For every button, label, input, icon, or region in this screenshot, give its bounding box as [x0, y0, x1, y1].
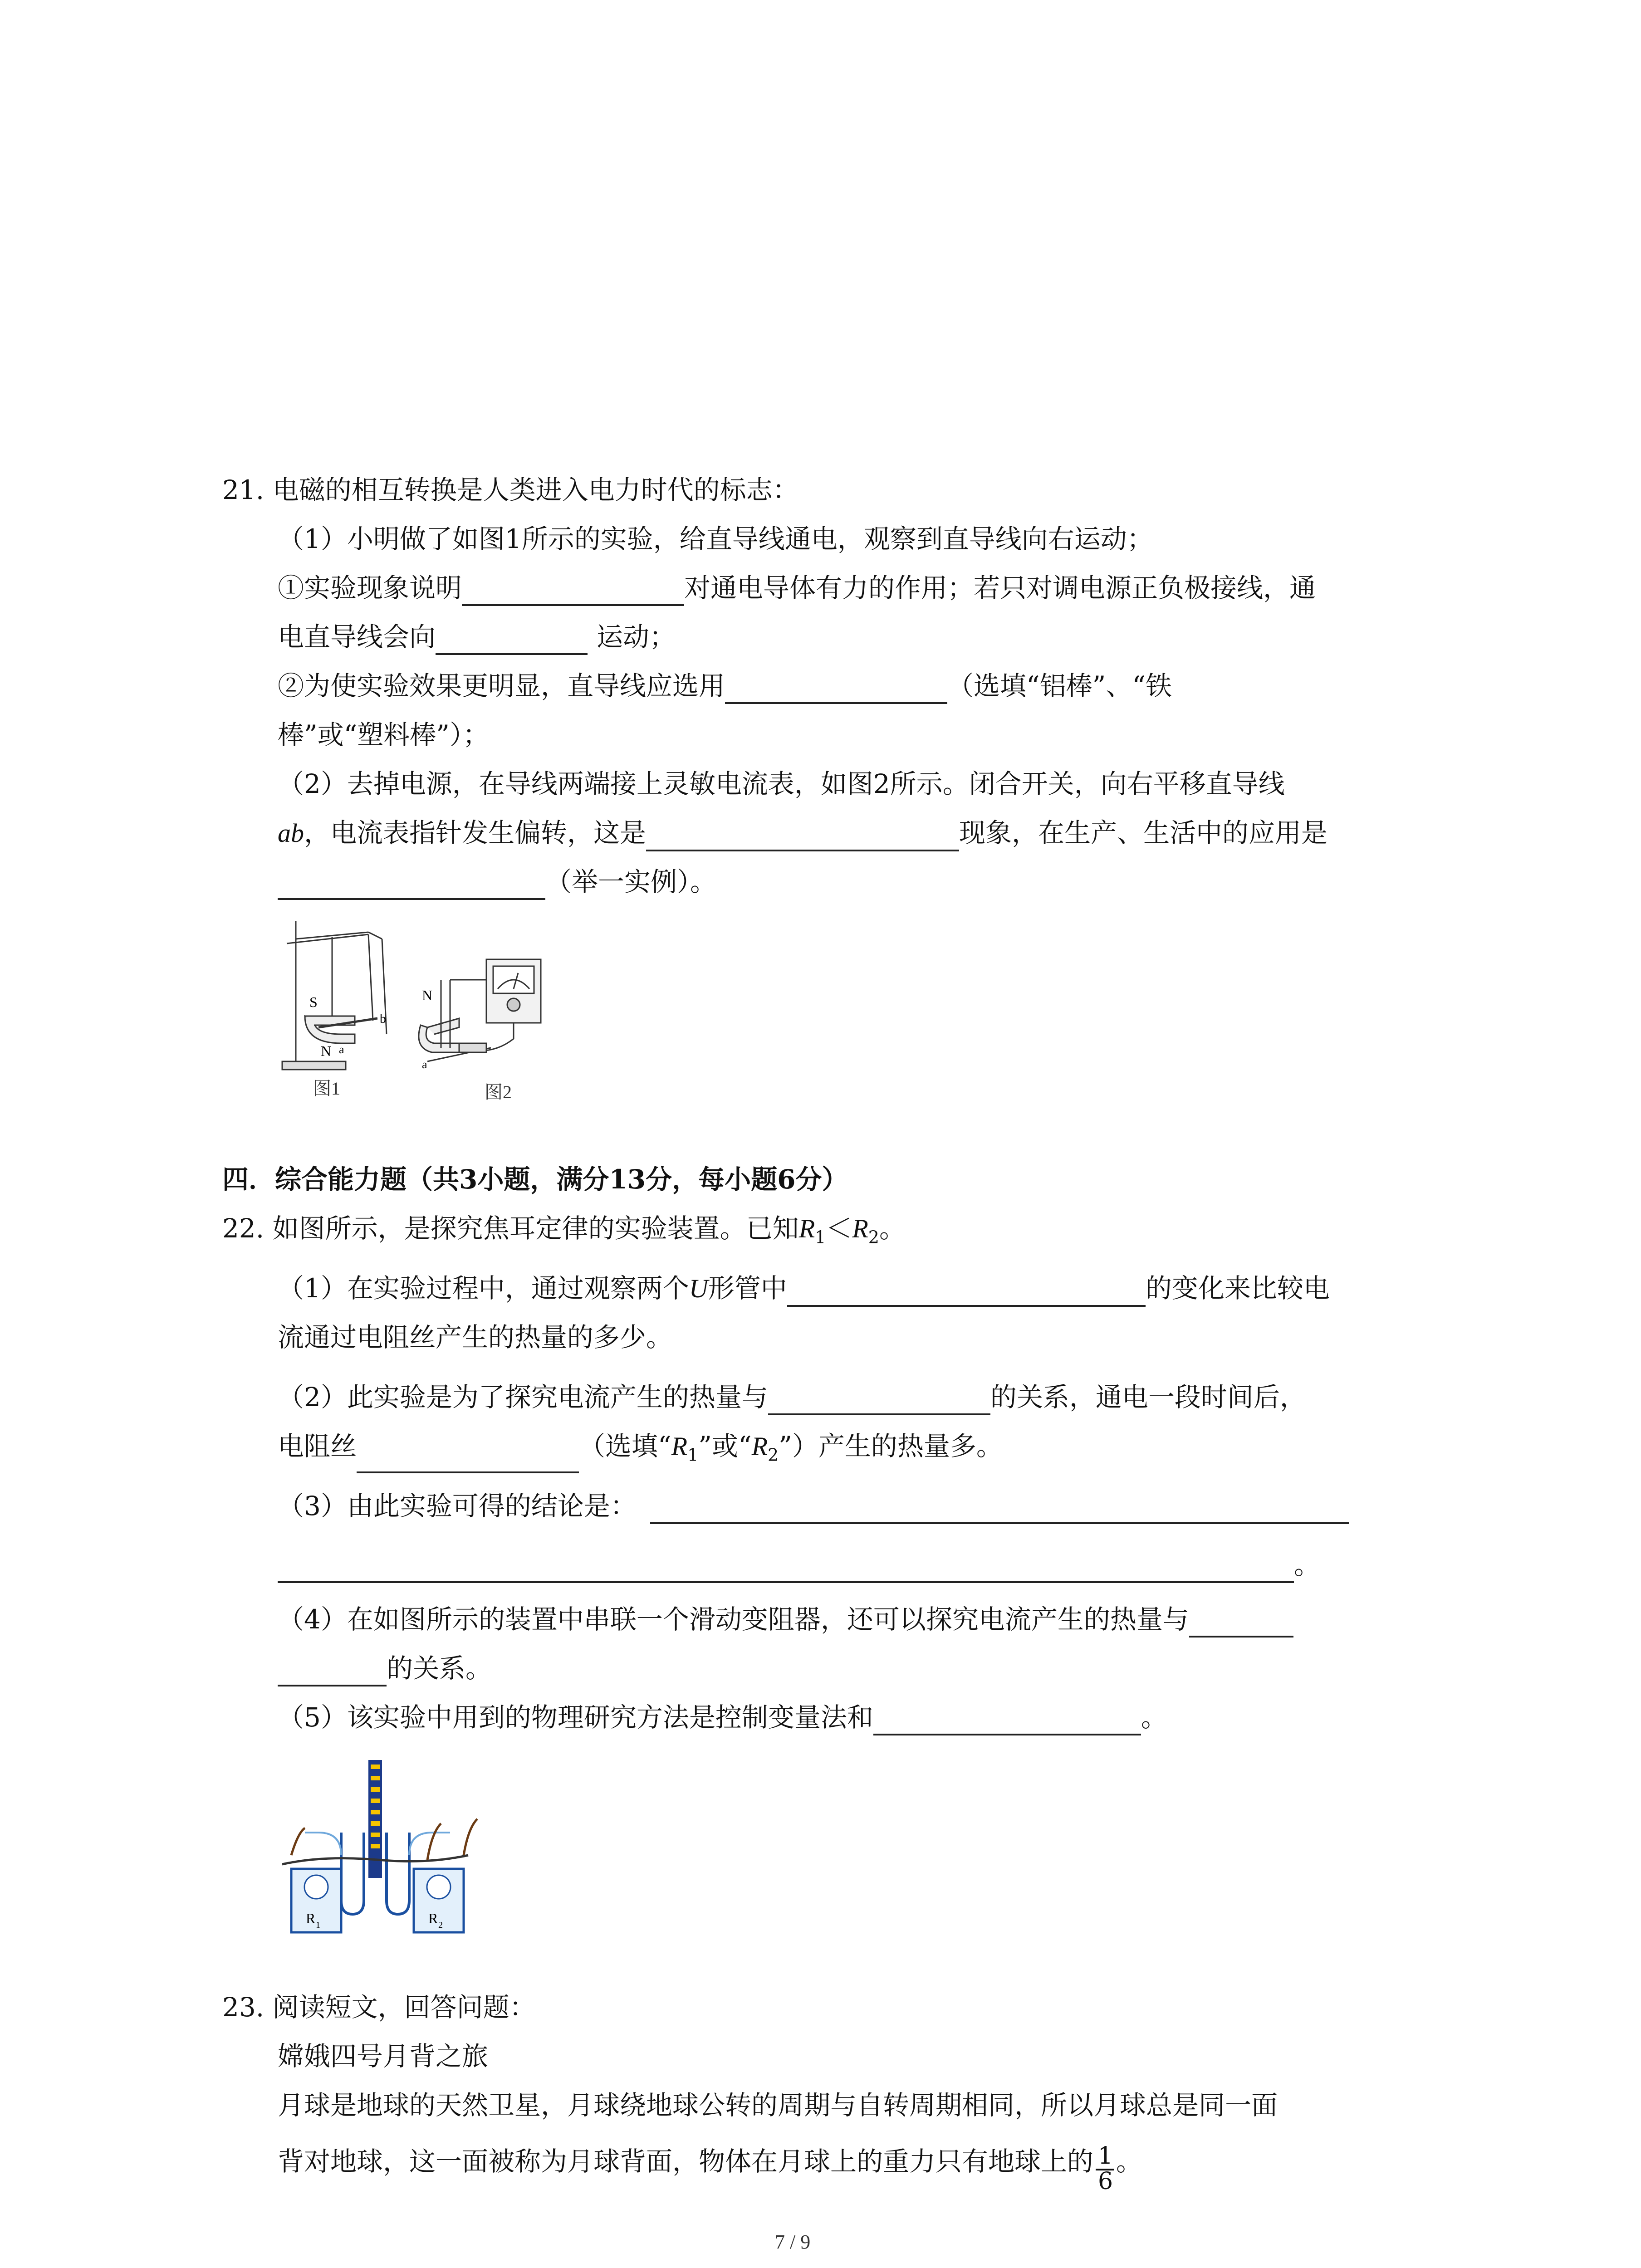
q23-title: 23. 阅读短文，回答问题： [222, 1992, 536, 2023]
answer-blank-q22-6[interactable] [1189, 1608, 1293, 1637]
q22-part5-line [278, 1699, 1167, 1735]
q22-part5-text-a: （5）该实验中用到的物理研究方法是控制变量法和 [278, 1702, 873, 1733]
q21-part2-text-d: （举一实例）。 [545, 866, 717, 897]
q22-part4-text-b: 的关系。 [387, 1653, 492, 1684]
q22-part4-text-a: （4）在如图所示的装置中串联一个滑动变阻器，还可以探究电流产生的热量与 [278, 1604, 1189, 1635]
q21-sub1-text-a: ①实验现象说明 [278, 572, 462, 603]
q22-part2-line1 [278, 1379, 1306, 1415]
q22-title [222, 1210, 906, 1256]
fig-r2-label: R [428, 1910, 438, 1926]
q22-r1-sub: 1 [815, 1227, 826, 1247]
fig2-label-n: N [422, 987, 433, 1003]
figure-1-caption: 图1 [313, 1078, 340, 1099]
answer-blank-q22-5[interactable] [278, 1553, 1294, 1583]
q22-part4-line2 [278, 1650, 492, 1686]
q22-r2-sub: 2 [868, 1227, 879, 1247]
answer-blank-q22-2[interactable] [768, 1385, 990, 1415]
q22-opt-r1: R [671, 1432, 688, 1461]
fig-r1-sub: 1 [316, 1920, 320, 1930]
q22-part3-end: 。 [1294, 1549, 1321, 1580]
figure-2-apparatus [419, 959, 541, 1061]
q21-sub1-text-d: 运动； [597, 621, 676, 652]
q21-sub1-text-b: 对通电导体有力的作用；若只对调电源正负极接线，通 [684, 572, 1316, 603]
q22-part1-text-b: 形管中 [708, 1273, 787, 1304]
q22-part2-text-d: （选填“ [579, 1431, 671, 1461]
fraction-one-sixth [1093, 2142, 1116, 2195]
q21-part2-text-b: ，电流表指针发生偏转，这是 [304, 817, 647, 848]
figure-2-caption: 图2 [485, 1082, 512, 1102]
q21-title: 21. 电磁的相互转换是人类进入电力时代的标志： [222, 474, 799, 505]
q22-part3-line1 [278, 1488, 1349, 1524]
q22-part5-end: 。 [1141, 1702, 1167, 1733]
q22-part1-text-a: （1）在实验过程中，通过观察两个 [278, 1273, 689, 1304]
q22-title-text: 22. 如图所示，是探究焦耳定律的实验装置。已知 [222, 1213, 799, 1244]
q22-part1-text-c: 的变化来比较电 [1145, 1273, 1330, 1304]
answer-blank-q21-1[interactable] [462, 576, 684, 606]
q21-part2-line3 [278, 864, 716, 900]
q21-sub2-line1 [278, 668, 1172, 704]
q22-r1-symbol: R [798, 1214, 815, 1243]
q22-part4-line1 [278, 1601, 1293, 1637]
answer-blank-q22-4[interactable] [650, 1494, 1349, 1524]
q21-part2-line1: （2）去掉电源，在导线两端接上灵敏电流表，如图2所示。闭合开关，向右平移直导线 [278, 768, 1285, 799]
page-number: 7 / 9 [775, 2231, 811, 2253]
answer-blank-q22-7[interactable] [278, 1657, 387, 1686]
q22-opt-r2-sub: 2 [768, 1445, 779, 1465]
q21-sub1-text-c: 电直导线会向 [278, 621, 436, 652]
q22-part3-text-a: （3）由此实验可得的结论是： [278, 1491, 637, 1521]
q21-sub2-text-a: ②为使实验效果更明显，直导线应选用 [278, 670, 725, 701]
fig1-label-a: a [339, 1043, 344, 1056]
q23-subtitle: 嫦娥四号月背之旅 [278, 2041, 489, 2072]
q23-paragraph-line1: 月球是地球的天然卫星，月球绕地球公转的周期与自转周期相同，所以月球总是同一面 [278, 2090, 1278, 2121]
q22-less-than: ＜ [826, 1213, 852, 1244]
fig-r2-sub: 2 [438, 1920, 443, 1930]
q22-part2-text-c: 电阻丝 [278, 1431, 357, 1461]
fig2-label-a: a [422, 1058, 427, 1071]
q22-part2-text-e: ”或“ [698, 1431, 752, 1461]
answer-blank-q21-5[interactable] [278, 870, 545, 900]
q23-line2-text: 背对地球，这一面被称为月球背面，物体在月球上的重力只有地球上的 [278, 2146, 1094, 2177]
q22-part2-line2 [278, 1428, 1003, 1473]
q21-sub2-text-b: （选填“铝棒”、“铁 [947, 670, 1172, 701]
q23-line2-end: 。 [1116, 2146, 1143, 2177]
fig1-label-n: N [321, 1043, 332, 1059]
q21-sub2-line2: 棒”或“塑料棒”）； [278, 719, 489, 750]
q22-u-math: U [689, 1274, 708, 1303]
q22-r2-symbol: R [852, 1214, 868, 1243]
fig1-label-b: b [380, 1012, 386, 1026]
q21-sub1-line2 [278, 619, 676, 655]
q21-ab-math: ab [278, 818, 304, 848]
q21-sub1-line1 [278, 570, 1316, 606]
fraction-denominator: 6 [1098, 2168, 1113, 2195]
q23-paragraph-line2 [278, 2142, 1143, 2195]
answer-blank-q22-3[interactable] [357, 1443, 579, 1473]
answer-blank-q22-1[interactable] [787, 1277, 1146, 1307]
answer-blank-q22-8[interactable] [873, 1706, 1141, 1735]
answer-blank-q21-4[interactable] [646, 821, 959, 851]
q21-part2-text-c: 现象，在生产、生活中的应用是 [959, 817, 1328, 848]
q22-opt-r1-sub: 1 [687, 1445, 699, 1465]
q22-part2-text-f: ”）产生的热量多。 [779, 1431, 1003, 1461]
q22-part3-line2 [278, 1547, 1320, 1583]
q22-part1-line1 [278, 1270, 1330, 1307]
fraction-numerator: 1 [1098, 2142, 1113, 2170]
figure-1-apparatus [282, 921, 387, 1070]
q21-part2-line2 [278, 815, 1327, 851]
q21-figures [278, 912, 568, 1089]
fig1-label-s: S [309, 994, 318, 1010]
fig-r1-label: R [306, 1910, 316, 1926]
q22-joule-apparatus [278, 1751, 495, 1941]
q22-opt-r2: R [751, 1432, 768, 1461]
answer-blank-q21-3[interactable] [725, 674, 947, 704]
answer-blank-q21-2[interactable] [436, 625, 588, 655]
section-4-heading: 四．综合能力题（共3小题，满分13分，每小题6分） [222, 1164, 848, 1195]
q21-part1: （1）小明做了如图1所示的实验，给直导线通电，观察到直导线向右运动； [278, 523, 1153, 554]
q22-title-end: 。 [879, 1213, 906, 1244]
q22-part2-text-b: 的关系，通电一段时间后， [990, 1382, 1306, 1413]
q22-part1-line2: 流通过电阻丝产生的热量的多少。 [278, 1322, 673, 1353]
q22-part2-text-a: （2）此实验是为了探究电流产生的热量与 [278, 1382, 768, 1413]
